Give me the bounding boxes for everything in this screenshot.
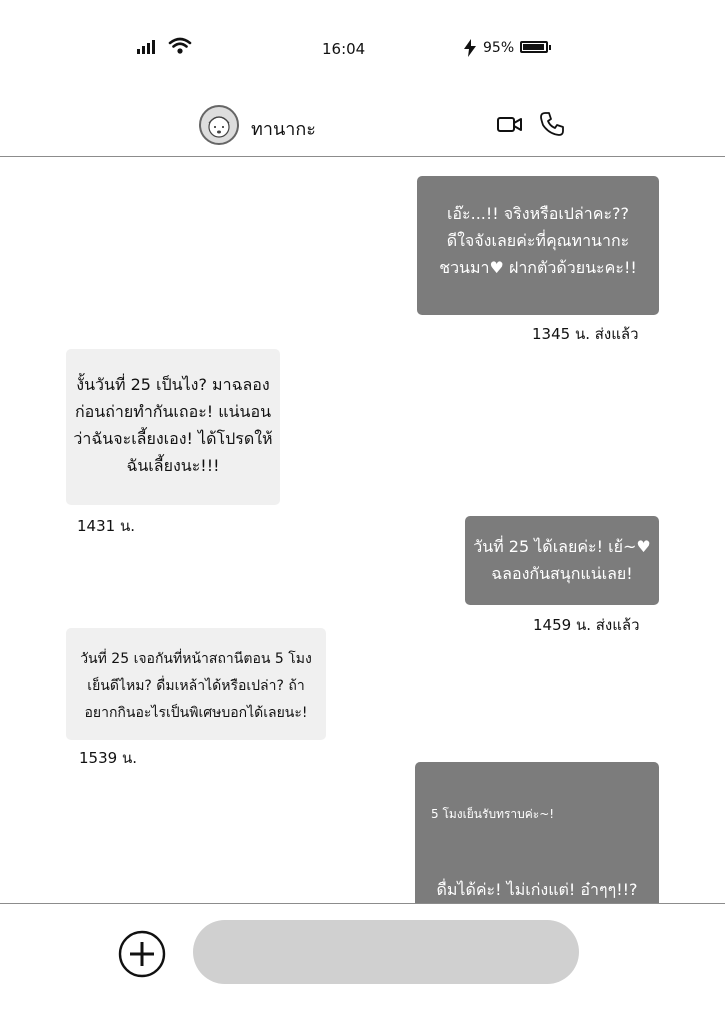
battery-tip [549, 45, 551, 50]
message-bubble-incoming[interactable]: งั้นวันที่ 25 เป็นไง? มาฉลอง ก่อนถ่ายทำกันเถอะ! แน่นอน ว่าฉันจะเลี้ยงเอง! ได้โปรดให้ ฉันเลี้ยงนะ!!! [66, 349, 280, 505]
message-timestamp: 1345 น. ส่งแล้ว [532, 325, 639, 343]
message-input[interactable] [193, 920, 579, 984]
status-bar [0, 0, 725, 96]
message-timestamp: 1539 น. [79, 749, 137, 767]
wifi-icon [168, 37, 192, 55]
contact-name[interactable]: ทานากะ [251, 119, 316, 140]
message-bubble-incoming[interactable]: วันที่ 25 เจอกันที่หน้าสถานีตอน 5 โมง เย็นดีไหม? ดื่มเหล้าได้หรือเปล่า? ถ้า อยากกินอะไรเป็นพิเศษบอกได้เลยนะ! [66, 628, 326, 740]
plus-circle-icon[interactable] [118, 930, 166, 978]
composer-bar [0, 903, 725, 1025]
message-text: ดื่มได้ค่ะ! ไม่เก่งแต่! อ๋าๆๆ!!? [436, 880, 638, 899]
battery-fill [523, 44, 544, 50]
battery-icon [520, 41, 548, 53]
phone-icon[interactable] [539, 111, 565, 137]
status-time: 16:04 [322, 40, 366, 58]
message-timestamp: 1431 น. [77, 517, 135, 535]
message-bubble-outgoing[interactable]: วันที่ 25 ได้เลยค่ะ! เย้~♥ ฉลองกันสนุกแน่เลย! [465, 516, 659, 605]
avatar-face-icon [201, 107, 237, 143]
message-timestamp: 1459 น. ส่งแล้ว [533, 616, 640, 634]
chat-header [0, 96, 725, 157]
message-bubble-outgoing[interactable]: เอ๊ะ...!! จริงหรือเปล่าคะ?? ดีใจจังเลยค่ะที่คุณทานากะ ชวนมา♥ ฝากตัวด้วยนะคะ!! [417, 176, 659, 315]
message-subtext: 5 โมงเย็นรับทราบค่ะ~! [431, 807, 555, 821]
message-bubble-outgoing[interactable] [415, 762, 659, 922]
battery-percentage: 95% [483, 40, 515, 56]
lightning-bolt-icon [464, 39, 476, 57]
avatar-icon[interactable] [199, 105, 239, 145]
message-list[interactable] [0, 157, 725, 903]
video-camera-icon[interactable] [497, 114, 523, 134]
signal-bars-icon [137, 40, 155, 54]
